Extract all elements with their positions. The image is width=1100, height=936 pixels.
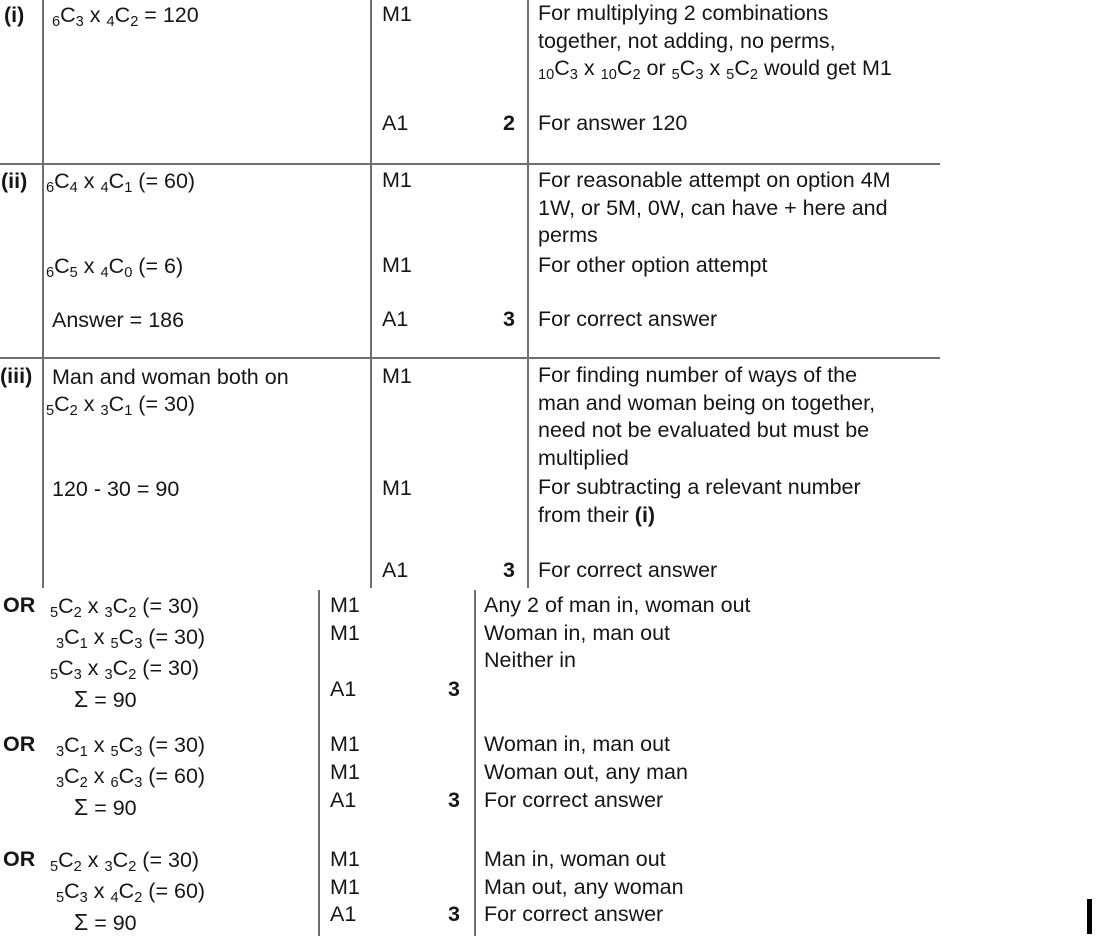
part-label-iii: (iii) [0,364,33,388]
column-rule-comment-alt [474,590,476,936]
or-mark-code-3-3: A1 [330,902,357,926]
part-label-ii: (ii) [1,169,28,193]
or-mark-code-3-2: M1 [330,875,360,899]
or-mark-code-2-3: A1 [330,788,357,812]
or-comment-3-3: For correct answer [484,902,664,926]
comment-iii-3: For correct answer [538,558,718,582]
working-iii-line-3: 120 - 30 = 90 [52,477,180,501]
working-ii-line-1: $_6C_4$ x $_4C_1$ (= 60) [46,169,196,197]
or-working-1 [50,592,205,714]
mark-code-i-2: A1 [382,111,409,135]
or-comment-2-2: Woman out, any man [484,760,688,784]
or-mark-code-3-1: M1 [330,847,360,871]
or-comment-1-3: Neither in [484,648,577,672]
scan-edge-mark [1087,899,1092,934]
or-label-2: OR [3,732,36,756]
mark-total-i-2: 2 [503,111,515,135]
or-working-1-line-3: $_5C_3$ x $_3C_2$ (= 30) [50,656,200,684]
part-label-i: (i) [4,3,25,27]
comment-iii-1: For finding number of ways of the man and woman being on together, need not be evaluated but must be multiplied [538,363,876,470]
mark-code-ii-1: M1 [382,168,412,192]
or-comment-2-3: For correct answer [484,788,664,812]
column-rule-comment-upper [527,0,529,588]
or-working-3 [50,846,205,936]
working-ii-line-2: $_6C_5$ x $_4C_0$ (= 6) [46,254,184,282]
or-working-1-line-2: $_3C_1$ x $_5C_3$ (= 30) [56,625,206,653]
or-mark-total-2: 3 [448,788,460,812]
or-working-3-line-3: Σ = 90 [74,909,137,935]
column-rule-markcode-upper [370,0,372,588]
or-comment-1-1: Any 2 of man in, woman out [484,593,751,617]
row-separator-middle [0,357,940,359]
working-iii-line-1: Man and woman both on [52,365,289,389]
comment-ii-1: For reasonable attempt on option 4M 1W, or 5M, 0W, can have + here and perms [538,168,891,247]
or-working-2-line-2: $_3C_2$ x $_6C_3$ (= 60) [56,764,206,792]
or-mark-total-3: 3 [448,902,460,926]
column-rule-markcode-alt [318,590,320,936]
mark-code-ii-2: M1 [382,253,412,277]
or-working-3-line-2: $_5C_3$ x $_4C_2$ (= 60) [56,879,206,907]
or-working-1-line-4: Σ = 90 [74,686,137,712]
or-comment-2-1: Woman in, man out [484,732,671,756]
mark-code-i-1: M1 [382,2,412,26]
or-comment-1-2: Woman in, man out [484,621,671,645]
working-ii-line-3: Answer = 186 [52,308,185,332]
or-working-2-line-1: $_3C_1$ x $_5C_3$ (= 30) [56,733,206,761]
row-separator-top [0,163,940,165]
or-comment-3-2: Man out, any woman [484,875,684,899]
or-working-2 [50,731,205,822]
or-mark-code-1-4: A1 [330,677,357,701]
or-mark-code-1-2: M1 [330,621,360,645]
comment-iii-2: For subtracting a relevant number from their (i) [538,475,861,527]
comment-i-2: For answer 120 [538,111,688,135]
or-label-1: OR [3,593,36,617]
or-mark-total-1: 3 [448,677,460,701]
mark-code-iii-1: M1 [382,364,412,388]
mark-total-iii-3: 3 [503,558,515,582]
or-mark-code-2-1: M1 [330,732,360,756]
or-comment-3-1: Man in, woman out [484,847,666,871]
or-mark-code-1-1: M1 [330,593,360,617]
or-label-3: OR [3,847,36,871]
column-rule-part [42,0,44,588]
comment-ii-2: For other option attempt [538,253,768,277]
working-i-line-1: $_6C_3$ x $_4C_2 = 120$ [52,3,199,31]
mark-code-iii-3: A1 [382,558,409,582]
or-mark-code-2-2: M1 [330,760,360,784]
mark-total-ii-3: 3 [503,307,515,331]
mark-code-iii-2: M1 [382,476,412,500]
mark-code-ii-3: A1 [382,307,409,331]
comment-ii-3: For correct answer [538,307,718,331]
or-working-1-line-1: $_5C_2$ x $_3C_2$ (= 30) [50,594,200,622]
or-working-2-line-3: Σ = 90 [74,794,137,820]
or-working-3-line-1: $_5C_2$ x $_3C_2$ (= 30) [50,848,200,876]
working-iii-line-2: $_5C_2$ x $_3C_1$ (= 30) [46,392,196,420]
comment-i-1: For multiplying 2 combinations together, not adding, no perms, $_{10}C_3$ x $_{10}C_2$ or $_5C_3$ x $_5C_2$ would get M1 [538,1,892,84]
